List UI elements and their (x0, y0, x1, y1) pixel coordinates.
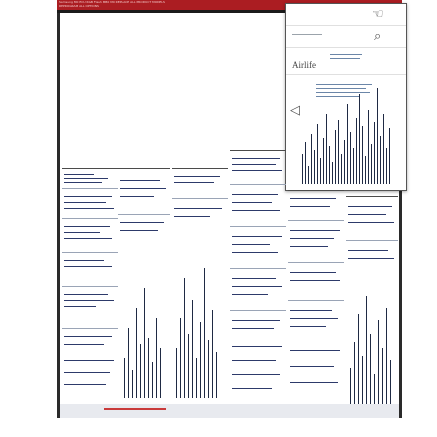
text-line (348, 250, 388, 251)
popup-panel[interactable] (285, 3, 407, 191)
text-line (290, 206, 330, 207)
text-line (290, 230, 340, 231)
text-line (64, 208, 114, 209)
text-line (232, 202, 272, 203)
text-line (232, 244, 270, 245)
popup-row-2[interactable] (286, 26, 406, 48)
text-line (290, 366, 334, 367)
text-line (120, 230, 158, 231)
column-rule (288, 262, 344, 263)
bottom-accent (104, 408, 166, 410)
text-line (348, 206, 392, 207)
histogram (174, 258, 224, 398)
text-line (64, 294, 108, 295)
text-line (348, 258, 394, 259)
column-rule (62, 252, 118, 253)
column-rule (346, 196, 398, 197)
column-4 (230, 150, 286, 390)
search-icon[interactable]: ⌕ (374, 29, 382, 44)
text-line (64, 232, 100, 233)
text-line (232, 374, 280, 375)
text-line (64, 202, 106, 203)
column-rule (62, 218, 118, 219)
text-line (232, 286, 282, 287)
text-line (232, 294, 268, 295)
popup-brand: Airlife (292, 60, 316, 70)
column-rule (172, 168, 228, 169)
text-line (120, 188, 166, 189)
text-line (232, 158, 280, 159)
text-line (232, 328, 274, 329)
text-line (64, 174, 94, 175)
column-rule (118, 168, 170, 169)
text-line (290, 238, 334, 239)
column-rule (230, 226, 286, 227)
column-rule (230, 310, 286, 311)
popup-text-line (330, 58, 360, 59)
text-line (290, 280, 340, 281)
column-rule (288, 220, 344, 221)
text-line (64, 336, 112, 337)
text-line (120, 196, 154, 197)
text-line (64, 360, 114, 361)
text-line (64, 178, 108, 179)
text-line (290, 382, 338, 383)
column-rule (118, 214, 170, 215)
popup-text-line (292, 34, 322, 35)
popup-text-line (330, 54, 362, 55)
column-rule (288, 190, 344, 191)
text-line (120, 222, 164, 223)
text-line (64, 306, 96, 307)
text-line (64, 182, 102, 183)
text-line (290, 246, 328, 247)
text-line (290, 318, 338, 319)
text-line (232, 210, 280, 211)
text-line (174, 182, 214, 183)
column-1 (62, 168, 118, 408)
text-line (232, 388, 272, 389)
histogram (120, 268, 168, 398)
text-line (64, 266, 112, 267)
text-line (120, 180, 160, 181)
text-line (64, 238, 112, 239)
text-line (232, 164, 276, 165)
text-line (174, 176, 220, 177)
popup-row-1[interactable] (286, 4, 406, 26)
text-line (348, 222, 394, 223)
text-line (232, 252, 278, 253)
text-line (64, 300, 114, 301)
text-line (290, 272, 336, 273)
text-line (64, 260, 104, 261)
column-rule (172, 198, 228, 199)
column-rule (230, 184, 286, 185)
text-line (64, 372, 110, 373)
text-line (64, 384, 106, 385)
top-banner-text-2: REPROGRAM ALL OPTIONS (59, 4, 99, 8)
text-line (64, 344, 104, 345)
text-line (64, 196, 112, 197)
column-6 (346, 196, 398, 436)
bottom-strip (60, 404, 399, 418)
text-line (290, 198, 336, 199)
text-line (290, 310, 332, 311)
text-line (232, 236, 282, 237)
hand-pointer-icon[interactable]: ☜ (372, 7, 384, 22)
column-2 (118, 168, 170, 408)
column-rule (62, 188, 118, 189)
text-line (290, 326, 326, 327)
text-line (348, 214, 386, 215)
back-arrow-icon[interactable]: ◁ (290, 103, 300, 118)
text-line (64, 226, 110, 227)
text-line (174, 208, 222, 209)
top-banner-text-1: Samsung M0 ECU RGB Flash MB0 M0 REPLACE ALL PRODUCT MODELS (59, 0, 165, 4)
column-rule (288, 300, 344, 301)
text-line (232, 170, 282, 171)
column-rule (62, 168, 118, 169)
histogram (348, 286, 396, 404)
column-rule (62, 286, 118, 287)
text-line (232, 320, 280, 321)
column-rule (62, 328, 118, 329)
column-5 (288, 190, 344, 430)
text-line (232, 278, 276, 279)
column-rule (230, 150, 286, 151)
left-border (57, 13, 60, 418)
text-line (232, 360, 276, 361)
text-line (232, 346, 282, 347)
column-rule (230, 268, 286, 269)
text-line (174, 216, 210, 217)
text-line (232, 194, 278, 195)
column-3 (172, 168, 228, 408)
column-rule (346, 240, 398, 241)
popup-histogram (300, 64, 396, 184)
text-line (290, 350, 340, 351)
